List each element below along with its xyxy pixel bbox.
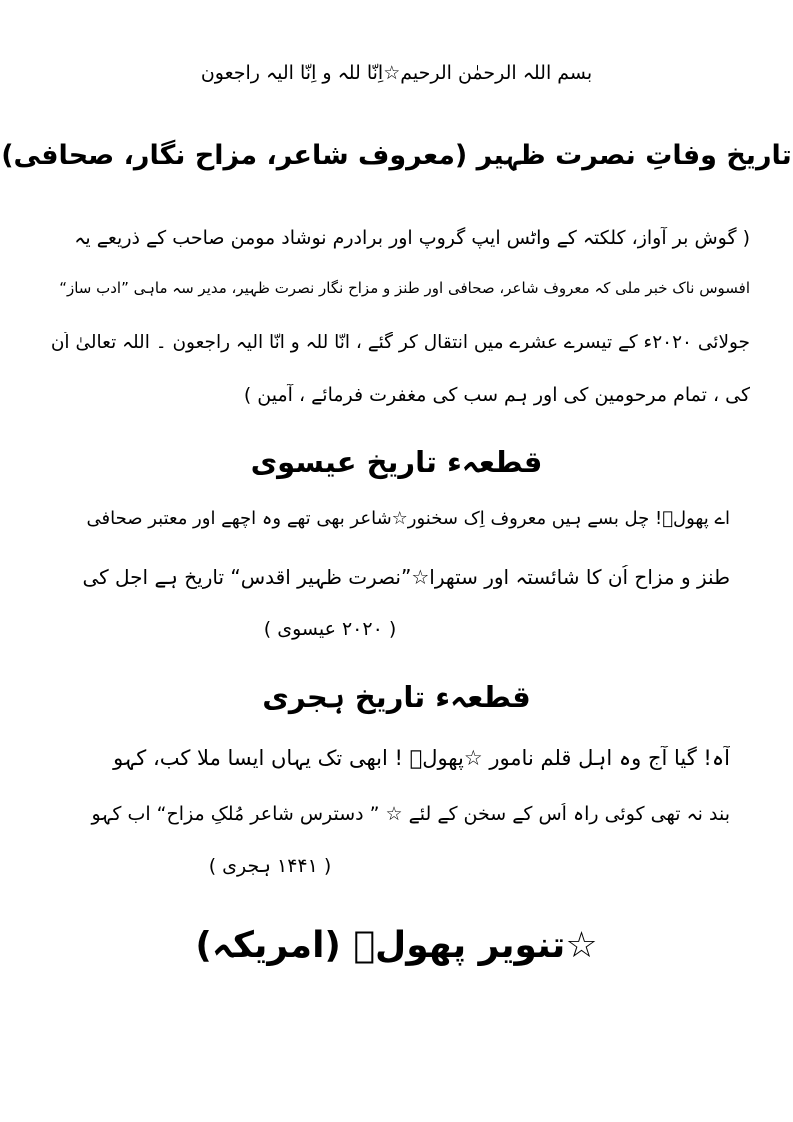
- intro-line-4: کی ، تمام مرحومین کی اور ہم سب کی مغفرت فرمائے ، آمین ): [243, 384, 750, 406]
- hijri-verse-line-2: بند نہ تھی کوئی راہ اُس کے سخن کے لئے ☆ ” دسترسِ شاعرِ مُلکِ مزاح“ اب کہو: [91, 803, 730, 825]
- intro-line-1: ( گوش بر آواز، کلکتہ کے واٹس ایپ گروپ اور برادرم نوشاد مومن صاحب کے ذریعے یہ: [74, 227, 750, 249]
- hijri-year: ( ۱۴۴۱ ہجری ): [208, 855, 332, 877]
- intro-line-3: جولائی ۲۰۲۰ء کے تیسرے عشرے میں انتقال کر گئے ، انّا للہ و انّا الیہ راجعون ۔ اللہ تعالیٰ اُن: [50, 332, 750, 353]
- intro-line-2: افسوس ناک خبر ملی کہ معروف شاعر، صحافی اور طنز و مزاح نگار نصرت ظہیر، مدیر سہ ماہی ”ادب ساز“: [59, 279, 750, 297]
- gregorian-year: ( ۲۰۲۰ عیسوی ): [263, 618, 397, 640]
- section-heading-hijri: قطعہء تاریخ ہجری: [262, 680, 531, 714]
- gregorian-verse-line-2: طنز و مزاح اُن کا شائستہ اور ستھرا☆”نصرت ظہیر اقدس“ تاریخ ہے اجل کی: [82, 565, 730, 589]
- page-title: تاریخ وفاتِ نصرت ظہیر (معروف شاعر، مزاح نگار، صحافی): [1, 140, 792, 171]
- gregorian-verse-line-1: اے پھولؔ! چل بسے ہیں معروف اِک سخنور☆شاعر بھی تھے وہ اچھے اور معتبر صحافی: [86, 508, 730, 529]
- section-heading-gregorian: قطعہء تاریخ عیسوی: [250, 445, 543, 479]
- hijri-verse-line-1: آہ! گیا آج وہ اہلِ قلم نامور ☆پھولؔ ! ابھی تک یہاں ایسا ملا کب، کہو: [113, 746, 730, 770]
- bismillah-heading: بسم اللہ الرحمٰن الرحیم☆اِنّا للہ و اِنّا الیہ راجعون: [200, 62, 593, 84]
- author-signature: ☆تنویر پھولؔ (امریکہ): [195, 925, 598, 966]
